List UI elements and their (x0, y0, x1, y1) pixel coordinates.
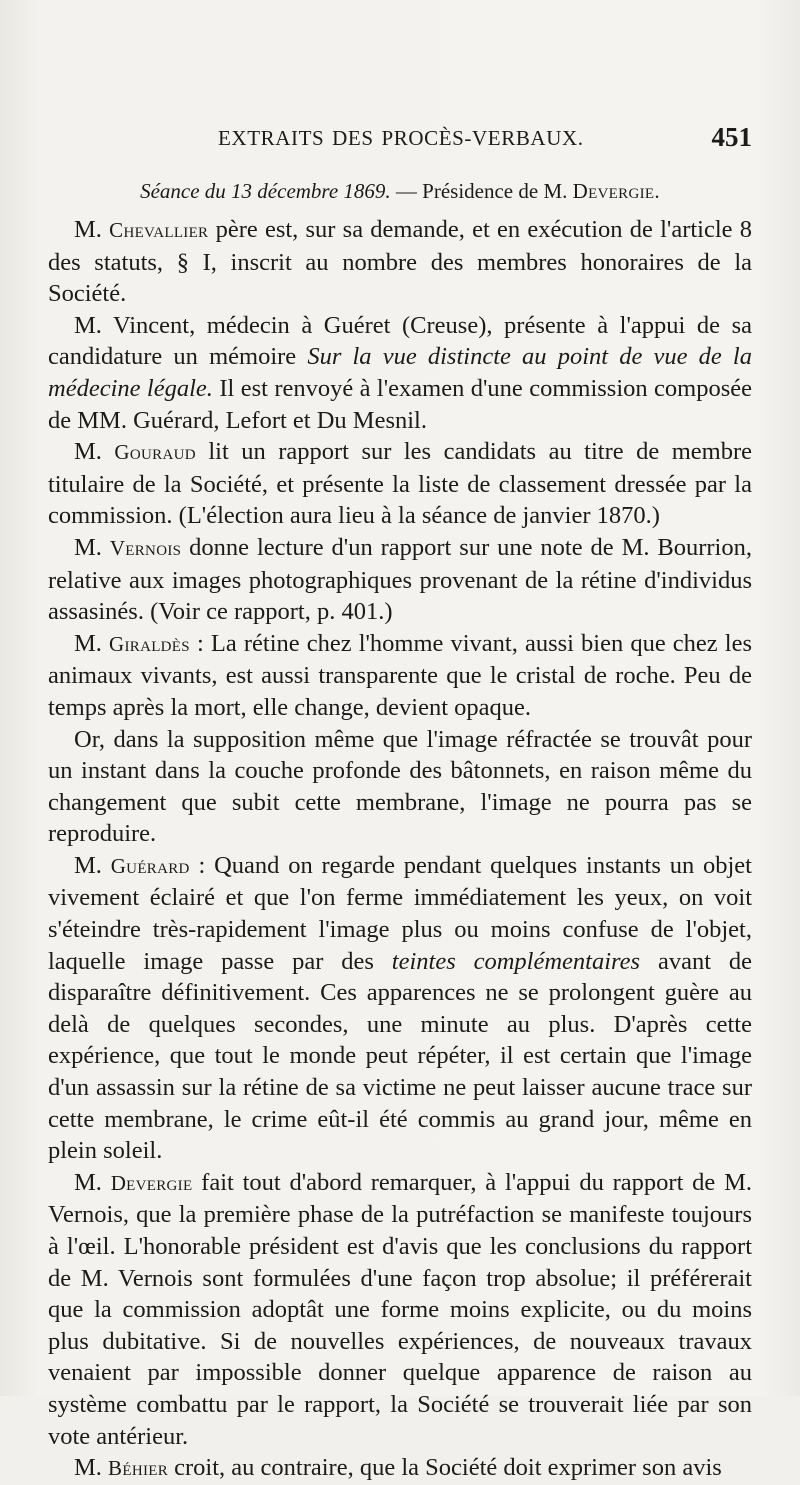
session-presidence: — Présidence de M. (390, 179, 573, 203)
speaker-name: Béhier (108, 1456, 169, 1481)
paragraph-text: père est, sur sa demande, et en exécution de l'article 8 des statuts, § I, inscrit au nombre des membres honoraires de la Société. (48, 216, 752, 308)
page-header (48, 122, 752, 162)
paragraph-text: croit, au contraire, que la Société doit exprimer son avis (168, 1454, 722, 1482)
paragraph-vernois (48, 532, 752, 628)
memoir-title: Sur la vue distincte au point de vue de la médecine légale. (48, 343, 752, 402)
running-title: EXTRAITS DES PROCÈS-VERBAUX. (218, 126, 584, 150)
paragraph-gouraud (48, 436, 752, 532)
page-number: 451 (711, 122, 752, 152)
speaker-name: Devergie (110, 1170, 193, 1195)
paragraph-text: : La rétine chez l'homme vivant, aussi bien que chez les animaux vivants, est aussi transparente que le cristal de roche. Peu de temps après la mort, elle change, devient opaque. (48, 629, 752, 721)
paragraph-giraldes (48, 628, 752, 724)
italic-term: teintes complémentaires (391, 947, 641, 975)
paragraph-guerard (48, 850, 752, 1167)
session-heading (48, 172, 752, 210)
paragraph-supposition (48, 724, 752, 850)
paragraph-prefix: M. (74, 216, 110, 243)
paragraph-text: Or, dans la supposition même que l'image réfractée se trouvât pour un instant dans la couche profonde des bâtonnets, en raison même du changement que subit cette membrane, l'image ne pourra pas se reproduire. (48, 725, 752, 848)
paragraph-text: donne lecture d'un rapport sur une note de M. Bourrion, relative aux images photographiques provenant de la rétine d'individus assasinés. (Voir ce rapport, p. 401.) (48, 533, 752, 626)
paragraph-prefix: M. (74, 438, 115, 466)
paragraph-prefix: M. (74, 851, 111, 879)
paragraph-vincent (48, 310, 752, 436)
paragraph-text: avant de disparaître définitivement. Ces apparences ne se prolongent guère au delà de quelques secondes, une minute au plus. D'après cette expérience, que tout le monde peut répéter, il est certain que l'image d'un assassin sur la rétine de sa victime ne peut laisser aucune trace sur cette membrane, le crime eût-il été commis au grand jour, même en plein soleil. (48, 947, 752, 1165)
speaker-name: Giraldès (109, 631, 190, 656)
paragraph-devergie (48, 1167, 752, 1452)
speaker-name: Guérard (110, 853, 190, 878)
paragraph-prefix: M. (74, 1168, 111, 1196)
paragraph-prefix: M. (74, 629, 110, 657)
paragraph-chevallier (48, 214, 752, 310)
paragraph-text: lit un rapport sur les candidats au titre de membre titulaire de la Société, et présente la liste de classement dressée par la commission. (L'élection aura lieu à la séance de janvier 1870.) (48, 438, 752, 530)
speaker-name: Vernois (109, 535, 182, 560)
paragraph-text: M. Vincent, médecin à Guéret (Creuse), présente à l'appui de sa candidature un mémoire (48, 311, 752, 371)
speaker-name: Chevallier (109, 218, 209, 242)
session-president: Devergie. (572, 179, 660, 203)
speaker-name: Gouraud (114, 440, 196, 465)
paragraph-text: : Quand on regarde pendant quelques instants un objet vivement éclairé et que l'on ferme immédiatement les yeux, on voit s'éteindre très-rapidement l'image plus ou moins confuse de l'objet, laquelle image passe par des (48, 851, 752, 975)
paragraph-text: fait tout d'abord remarquer, à l'appui du rapport de M. Vernois, que la première phase de la putréfaction se manifeste toujours à l'œil. L'honorable président est d'avis que les conclusions du rapport de M. Vernois sont formulées d'une façon trop absolue; il préférerait que la commission adoptât une forme moins explicite, ou du moins plus dubitative. Si de nouvelles expériences, de nouveaux travaux venaient par impossible donner quelque apparence de raison au système combattu par le rapport, la Société se trouverait liée par son vote antérieur. (48, 1168, 752, 1450)
paragraph-text: Il est renvoyé à l'examen d'une commission composée de MM. Guérard, Lefort et Du Mesnil. (48, 374, 752, 434)
paragraph-prefix: M. (74, 1454, 109, 1482)
paragraph-prefix: M. (74, 533, 110, 561)
paragraph-behier (48, 1452, 752, 1485)
body-text (48, 172, 752, 1485)
session-date: Séance du 13 décembre 1869. (140, 179, 391, 203)
